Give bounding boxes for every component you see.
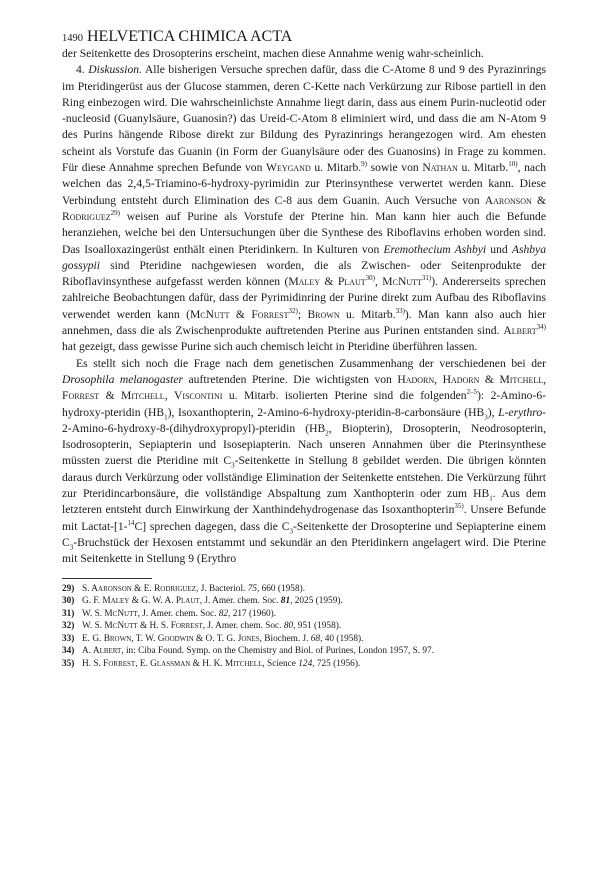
paragraph-genetics: Es stellt sich noch die Frage nach dem genetischen Zusammenhang der verschiedenen bei der Drosophila melanogaster auftretenden Pterine. Die wichtigsten von Hadorn, Hadorn & Mitchell, Forrest & Mitchell, Viscontini u. Mitarb. isolierten Pterine sind die folgenden$^{2-5}$): 2-Amino-6-hydroxy-pteridin $(HB_1)$, Isoxanthopterin, 2-Amino-6-hydroxy-pteridin-8-carbonsäure $(HB_3)$, L-erythro-2-Amino-6-hydroxy-8-(dihydroxypropyl)-pteridin ($HB_2$, Biopterin), Drosopterin, Neodrosopterin, Isodrosopterin, Sepiapterin und Isosepiapterin. Nach unseren Annahmen über die Pterinsynthese müssten zuerst die Pteridine mit $C_3$-Seitenkette in Stellung 8 gebildet werden. Die übrigen könnten daraus durch Verkürzung oder vollständige Elimination der Seitenkette entstehen. Die Verkürzung führt zur Pteridincarbonsäure, die vollständige Abspaltung zum Xanthopterin oder zum $HB_1$. Aus dem letzteren entsteht durch Einwirkung der Xanthindehydrogenase das Isoxanthopterin$^{35)}$. Unsere Befunde mit Lactat-[1-$^{14}$C] sprechen dagegen, dass die $C_3$-Seitenkette der Drosopterine und Sepiapterine einem $C_3$-Bruchstück der Hexosen entstammt und sekundär an den Pteridinkern angelagert wird. Die Pterine mit Seitenkette in Stellung 9 (Erythro [62, 356, 547, 566]
journal-title: HELVETICA CHIMICA ACTA [87, 28, 293, 45]
ref-marker: 32) [288, 306, 298, 315]
ref-marker: 35) [454, 502, 464, 511]
footnote: 35) H. S. Forrest, E. Glassman & H. K. Mitchell, Science 124, 725 (1956). [62, 659, 361, 670]
ref-marker: 10) [508, 160, 518, 169]
ref-marker: 31) [421, 274, 432, 283]
ref-marker: 33) [395, 306, 405, 315]
ref-marker: 30) [365, 274, 375, 283]
ref-marker: 29) [110, 209, 120, 218]
footnote: 32) W. S. McNutt & H. S. Forrest, J. Amer. chem. Soc. 80, 951 (1958). [62, 621, 342, 632]
footnotes [62, 583, 546, 671]
paragraph-continuation: der Seitenkette des Drosopterins erscheint, machen diese Annahme wenig wahr-scheinlich. [62, 47, 484, 60]
footnote: 33) E. G. Brown, T. W. Goodwin & O. T. G. Jones, Biochem. J. 68, 40 (1958). [62, 633, 364, 644]
article-body [62, 46, 546, 568]
ref-marker: 2–5 [466, 388, 478, 397]
footnote: 30) G. F. Maley & G. W. A. Plaut, J. Amer. chem. Soc. 81, 2025 (1959). [62, 596, 343, 607]
section-heading: Diskussion. [88, 63, 143, 77]
footnote: 29) S. Aaronson & E. Rodriguez, J. Bacteriol. 75, 660 (1958). [62, 583, 306, 594]
ref-marker: 34) [536, 323, 546, 332]
journal-page [62, 28, 546, 671]
running-header [62, 28, 546, 46]
footnote: 34) A. Albert, in: Ciba Found. Symp. on the Chemistry and Biol. of Purines, London 1957, S. 97. [62, 646, 435, 657]
footnote: 31) W. S. McNutt, J. Amer. chem. Soc. 82, 217 (1960). [62, 608, 277, 619]
ref-marker: 9) [361, 160, 367, 169]
paragraph-discussion: 4. Diskussion. Alle bisherigen Versuche sprechen dafür, dass die C-Atome 8 und 9 des Pyrazinrings im Pteridingerüst aus der Glucose stammen, deren C-Kette nach Verkürzung zur Ribose partiell in den Ring einbezogen wird. Die wahrscheinlichste Annahme liegt darin, dass aus einem Purin-nucleotid oder -nucleosid (Guanylsäure, Guanosin?) das Ureid-C-Atom 8 eliminiert wird, und dass die am N-Atom 9 des Purins hängende Ribose direkt zur Bildung des Pyrazinrings herangezogen wird. Am ehesten scheint als Vorstufe das Guanin (in Form der Guanylsäure oder des Guanosins) in Frage zu kommen. Für diese Annahme sprechen Befunde von Weygand u. Mitarb.$^{9)}$ sowie von Nathan u. Mitarb.$^{10)}$, nach welchen das 2,4,5-Triamino-6-hydroxy-pyrimidin zur Pterinsynthese verwertet werden kann. Diese Verbindung entsteht durch Elimination des C-8 aus dem Guanin. Auch Versuche von Aaronson & Rodriguez$^{29)}$ weisen auf Purine als Vorstufe der Pterine hin. Man kann hier auch die Befunde heranziehen, welche bei den Untersuchungen über die Synthese des Riboflavins erhoben worden sind. Das Isoalloxazingerüst enthält einen Pteridinkern. In Kulturen von Eremothecium Ashbyi und Ashbya gossypii sind Pteridine nachgewiesen worden, die als Zwischen- oder Seitenprodukte der Riboflavinsynthese aufgefasst werden können (Maley & Plaut$^{30)}$, McNutt$^{31)}$). Andererseits sprechen zahlreiche Beobachtungen dafür, dass der Pyrimidinring der Purine direkt zum Aufbau des Riboflavins verwendet werden kann (McNutt & Forrest$^{32)}$; Brown u. Mitarb.$^{33)}$). Man kann also auch hier annehmen, dass die als Zwischenprodukte auftretenden Pterine aus Purinen entstanden sind. Albert$^{34)}$ hat gezeigt, dass gewisse Purine sich auch chemisch leicht in Pteridine überführen lassen. [62, 63, 547, 354]
footnote-divider [62, 578, 152, 579]
page-number: 1490 [62, 33, 83, 44]
